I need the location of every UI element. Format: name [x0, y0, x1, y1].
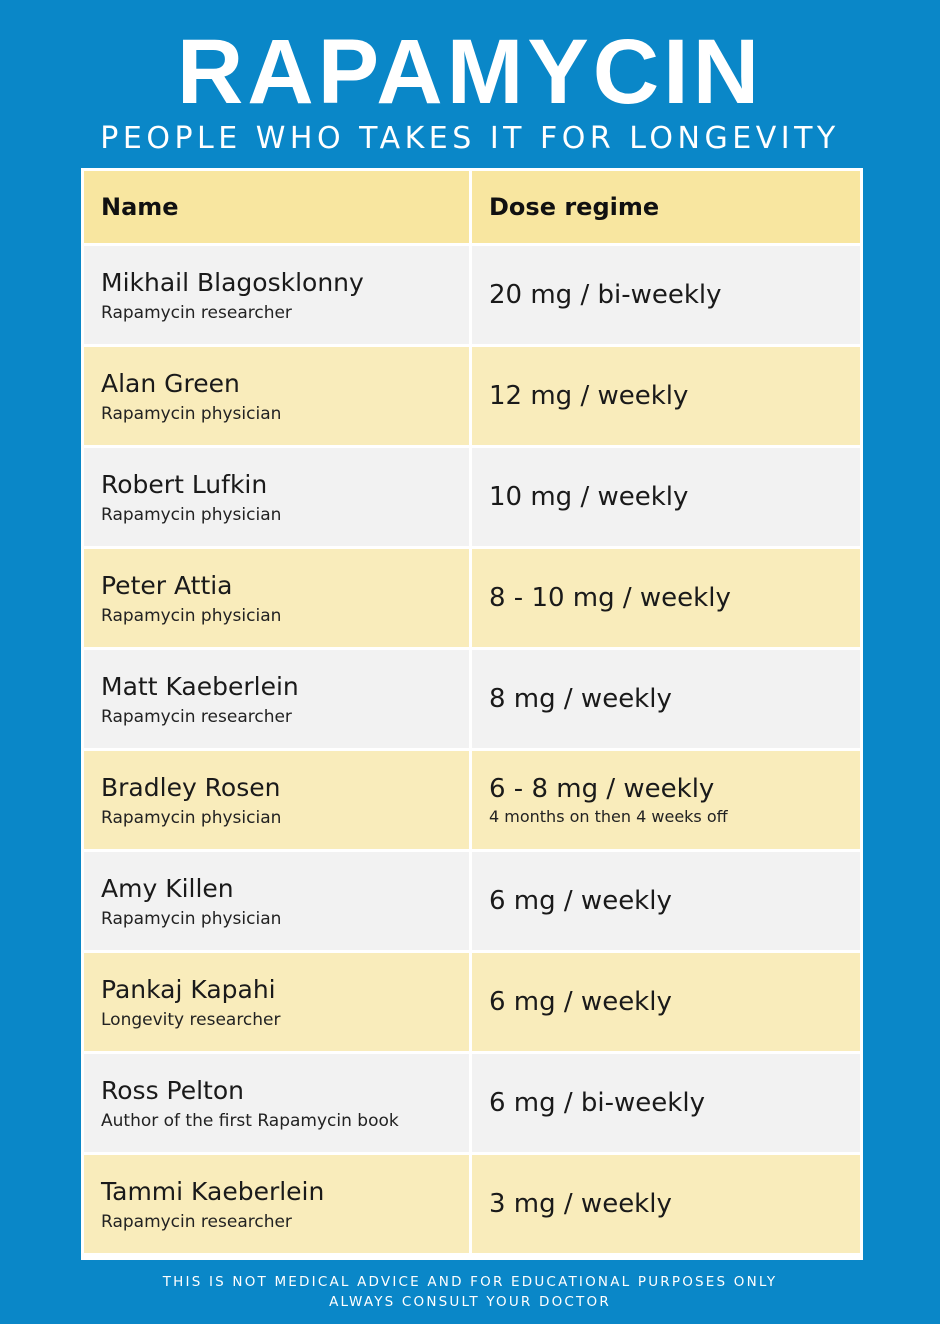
dose-value: 20 mg / bi-weekly	[489, 280, 722, 310]
table-row	[84, 650, 860, 748]
person-name: Peter Attia	[101, 570, 233, 600]
table-row	[84, 448, 860, 546]
name-cell	[84, 448, 469, 546]
dose-cell	[472, 448, 860, 546]
person-role: Rapamycin physician	[101, 605, 282, 626]
dose-value: 6 mg / weekly	[489, 987, 672, 1017]
page-title: RAPAMYCIN	[176, 21, 764, 123]
person-name: Robert Lufkin	[101, 469, 268, 499]
dose-note: 4 months on then 4 weeks off	[489, 807, 728, 826]
dose-value: 12 mg / weekly	[489, 381, 689, 411]
person-name: Ross Pelton	[101, 1075, 244, 1105]
person-role: Rapamycin physician	[101, 504, 282, 525]
dose-cell	[472, 650, 860, 748]
person-name: Bradley Rosen	[101, 772, 281, 802]
dose-cell	[472, 1155, 860, 1253]
name-cell	[84, 852, 469, 950]
table-row	[84, 751, 860, 849]
name-cell	[84, 751, 469, 849]
person-role: Rapamycin physician	[101, 908, 282, 929]
dose-cell	[472, 549, 860, 647]
dose-value: 3 mg / weekly	[489, 1189, 672, 1219]
dose-table	[81, 168, 863, 1260]
person-name: Matt Kaeberlein	[101, 671, 299, 701]
person-role: Rapamycin researcher	[101, 706, 292, 727]
dose-value: 8 - 10 mg / weekly	[489, 583, 731, 613]
dose-cell	[472, 852, 860, 950]
name-cell	[84, 549, 469, 647]
table-row	[84, 953, 860, 1051]
dose-value: 8 mg / weekly	[489, 684, 672, 714]
table-row	[84, 347, 860, 445]
name-cell	[84, 953, 469, 1051]
name-cell	[84, 246, 469, 344]
disclaimer-line-2: ALWAYS CONSULT YOUR DOCTOR	[329, 1294, 611, 1310]
dose-value: 6 mg / bi-weekly	[489, 1088, 705, 1118]
person-role: Author of the first Rapamycin book	[101, 1110, 399, 1131]
table-row	[84, 1155, 860, 1253]
column-header-dose: Dose regime	[472, 171, 860, 243]
table-row	[84, 246, 860, 344]
dose-cell	[472, 751, 860, 849]
person-role: Longevity researcher	[101, 1009, 281, 1030]
person-name: Amy Killen	[101, 873, 234, 903]
person-name: Tammi Kaeberlein	[101, 1176, 325, 1206]
person-name: Mikhail Blagosklonny	[101, 267, 364, 297]
name-cell	[84, 1054, 469, 1152]
disclaimer-line-1: THIS IS NOT MEDICAL ADVICE AND FOR EDUCATIONAL PURPOSES ONLY	[162, 1274, 778, 1290]
person-name: Alan Green	[101, 368, 240, 398]
dose-value: 10 mg / weekly	[489, 482, 689, 512]
name-cell	[84, 347, 469, 445]
dose-cell	[472, 1054, 860, 1152]
name-cell	[84, 650, 469, 748]
person-role: Rapamycin researcher	[101, 302, 292, 323]
dose-cell	[472, 246, 860, 344]
person-name: Pankaj Kapahi	[101, 974, 276, 1004]
dose-cell	[472, 953, 860, 1051]
page-subtitle: PEOPLE WHO TAKES IT FOR LONGEVITY	[100, 121, 840, 156]
disclaimer	[0, 1272, 940, 1312]
table-row	[84, 549, 860, 647]
person-role: Rapamycin physician	[101, 807, 282, 828]
dose-value: 6 - 8 mg / weekly	[489, 774, 715, 804]
table-row	[84, 1054, 860, 1152]
table-header-row	[84, 171, 860, 243]
column-header-name: Name	[84, 171, 469, 243]
name-cell	[84, 1155, 469, 1253]
table-row	[84, 852, 860, 950]
person-role: Rapamycin researcher	[101, 1211, 292, 1232]
person-role: Rapamycin physician	[101, 403, 282, 424]
dose-value: 6 mg / weekly	[489, 886, 672, 916]
dose-cell	[472, 347, 860, 445]
